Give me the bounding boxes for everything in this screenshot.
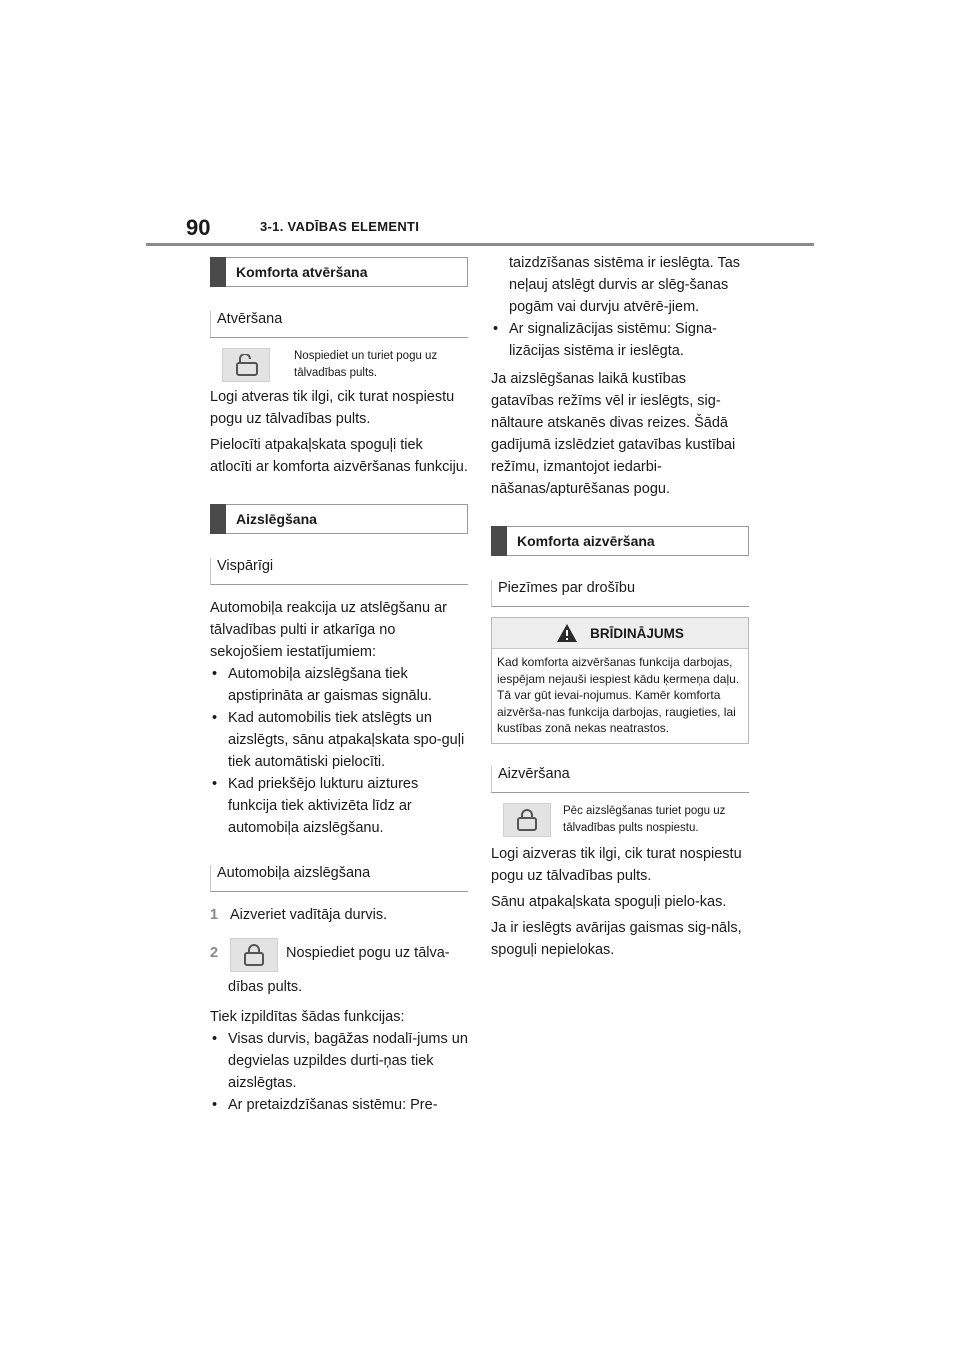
list-item: • Ar pretaizdzīšanas sistēmu: Pre- [210,1094,468,1116]
list-item: • Ar signalizācijas sistēmu: Signa-lizācijas sistēma ir ieslēgta. [491,318,749,362]
icon-caption-open: Nospiediet un turiet pogu uz tālvadības pults. [294,350,438,379]
section-heading-comfort-close: Komforta aizvēršana [491,526,749,556]
paragraph: Pielocīti atpakaļskata spoguļi tiek atlocīti ar komforta aizvēršanas funkciju. [210,437,468,475]
section-bar [210,504,226,534]
icon-row-open [210,348,468,382]
list-item: • Kad automobilis tiek atslēgts un aizslēgts, sānu atpakaļskata spo-guļi tiek automātiski pielocīti. [210,707,468,773]
warning-triangle-icon [556,623,578,643]
warning-header: BRĪDINĀJUMS [492,618,748,649]
subheading-opening: Atvēršana [210,311,468,338]
subheading-closing: Aizvēršana [491,766,749,793]
lock-icon [503,803,551,837]
subheading-safety-notes: Piezīmes par drošību [491,580,749,607]
paragraph: Ja ir ieslēgts avārijas gaismas sig-nāls, spoguļi nepielokas. [491,919,742,958]
list-item: • Visas durvis, bagāžas nodalī-jums un degvielas uzpildes durti-ņas tiek aizslēgtas. [210,1028,468,1094]
step-2: 2 Nospiediet pogu uz tālva- [210,938,468,972]
list-item: • Kad priekšējo lukturu aiztures funkcija tiek aktivizēta līdz ar automobiļa aizslēgšanu. [210,773,468,839]
chapter-title: 3-1. VADĪBAS ELEMENTI [260,219,420,234]
paragraph: Sānu atpakaļskata spoguļi pielo-kas. [491,893,727,910]
paragraph: Automobiļa reakcija uz atslēgšanu ar tālvadības pulti ir atkarīga no sekojošiem iestatījumiem: [210,600,447,660]
paragraph: Ja aizslēgšanas laikā kustības gatavības režīms vēl ir ieslēgts, sig-nāltaure atskanēs divas reizes. Šādā gadījumā izslēdziet gatavības kustībai režīmu, izmantojot iedarbi-nāšanas/apturēšanas pogu. [491,371,736,497]
warning-text: Kad komforta aizvēršanas funkcija darbojas, iespējam nejauši iespiest kādu ķermeņa daļu. Tā var gūt ievai-nojumus. Kamēr komforta aizvērša-nas funkcija darbojas, raugieties, lai kustības zonā nekas neatrastos. [497,655,740,735]
section-bar [210,257,226,287]
left-column [210,257,468,1116]
section-bar [491,526,507,556]
header-rule [146,243,814,246]
list-item: • Automobiļa aizslēgšana tiek apstiprināta ar gaismas signālu. [210,663,468,707]
section-heading-locking: Aizslēgšana [210,504,468,534]
unlock-icon [222,348,270,382]
page-number: 90 [186,215,211,240]
icon-caption-close: Pēc aizslēgšanas turiet pogu uz tālvadības pults nospiestu. [563,804,726,834]
bullet-list [210,1028,468,1116]
bullet-continuation: taizdzīšanas sistēma ir ieslēgta. Tas neļauj atslēgt durvis ar slēg-šanas pogām vai durvju atvērē-jiem. [509,255,741,315]
bullet-list [491,318,749,362]
paragraph: Logi aizveras tik ilgi, cik turat nospiestu pogu uz tālvadības pults. [491,845,742,884]
paragraph: Tiek izpildītas šādas funkcijas: [210,1009,405,1025]
right-column [491,252,749,961]
step-2-continuation: dības pults. [228,979,303,995]
step-1: 1 Aizveriet vadītāja durvis. [210,907,388,923]
bullet-list [210,663,468,839]
section-heading-comfort-open: Komforta atvēršana [210,257,468,287]
lock-icon [230,938,278,972]
warning-box [491,617,749,744]
icon-row-close [491,803,749,837]
subheading-general: Vispārīgi [210,558,468,585]
subheading-car-locking: Automobiļa aizslēgšana [210,865,468,892]
paragraph: Logi atveras tik ilgi, cik turat nospiestu pogu uz tālvadības pults. [210,389,455,427]
